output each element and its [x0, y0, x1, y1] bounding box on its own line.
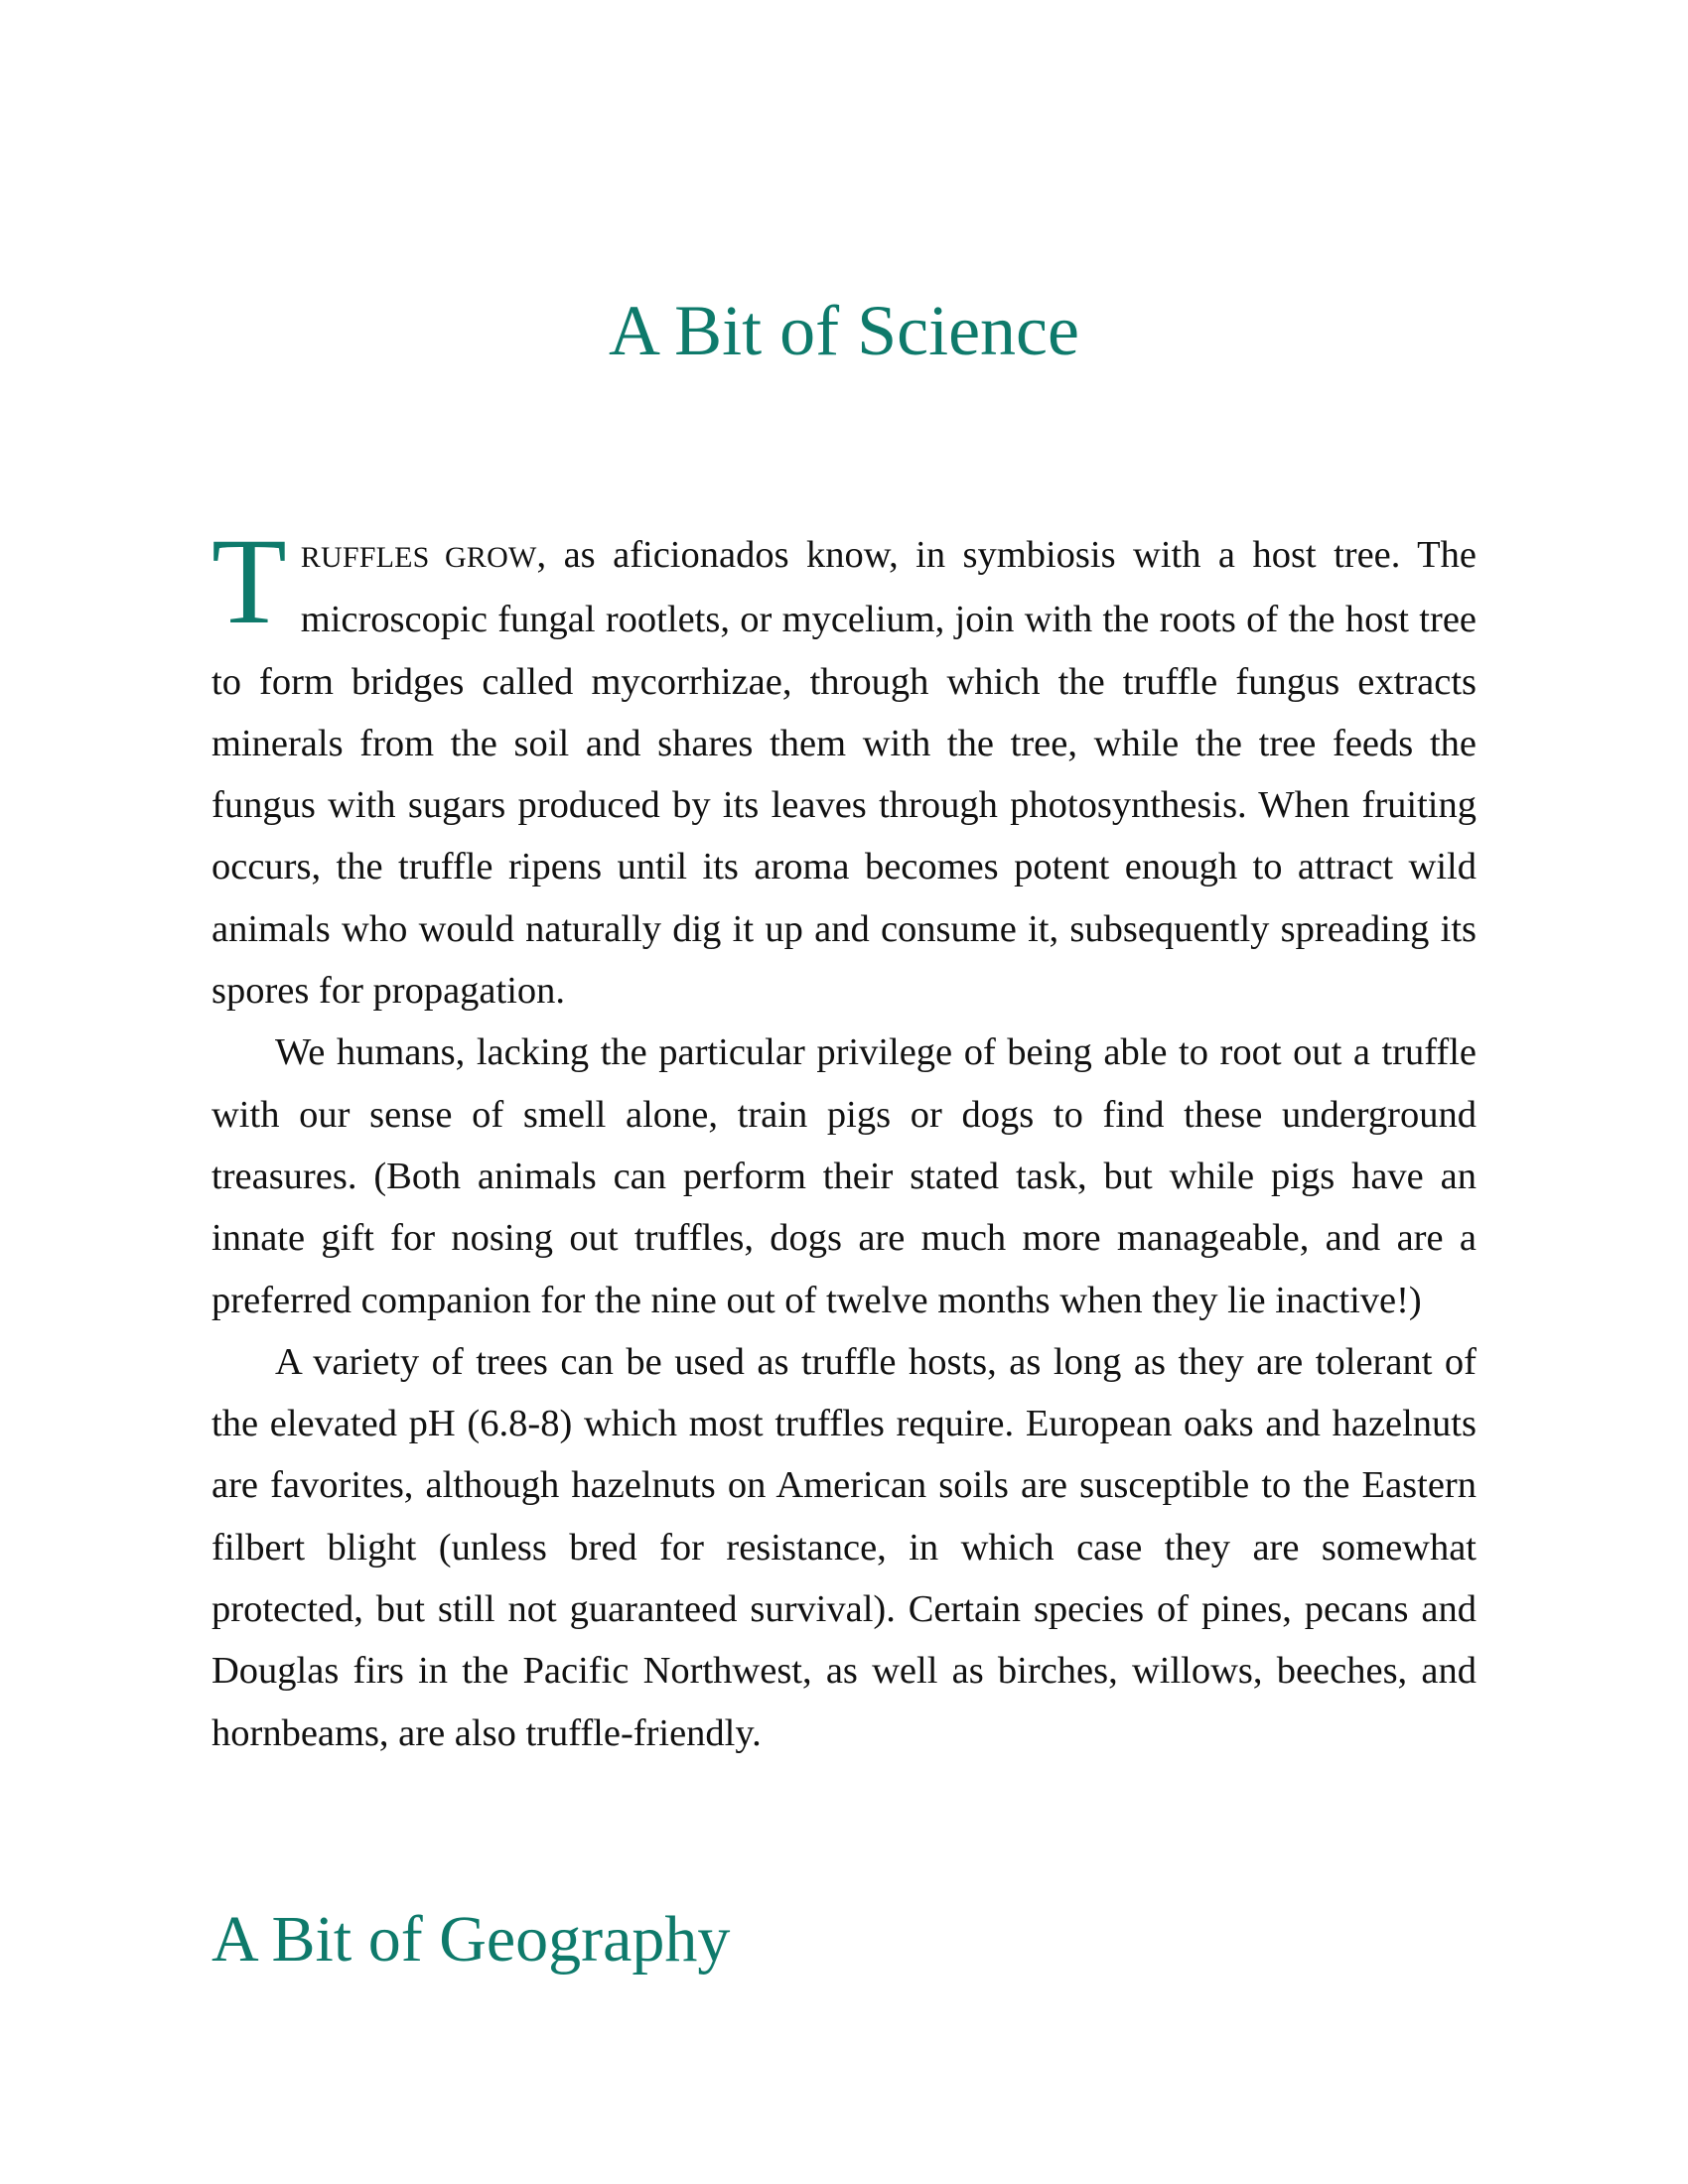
- paragraph-1: [211, 513, 1477, 1022]
- drop-cap: T: [211, 513, 287, 649]
- section-heading: A Bit of Geography: [211, 1903, 731, 1976]
- paragraph-3: A variety of trees can be used as truffle hosts, as long as they are tolerant of the elevated pH (6.8-8) which most truffles require. European oaks and hazelnuts are favorites, although hazelnuts on American soils are susceptible to the Eastern filbert blight (unless bred for resistance, in which case they are somewhat protected, but still not guaranteed survival). Certain species of pines, pecans and Douglas firs in the Pacific Northwest, as well as birches, willows, beeches, and hornbeams, are also truffle-friendly.: [211, 1340, 1477, 1754]
- body-text: [211, 513, 1477, 1764]
- paragraph-1-text: , as aficionados know, in symbiosis with a host tree. The microscopic fungal rootlets, or mycelium, join with the roots of the host tree to form bridges called mycorrhizae, through which the truffle fungus extracts minerals from the soil and shares them with the tree, while the tree feeds the fungus with sugars produced by its leaves through photosynthesis. When fruiting occurs, the truffle ripens until its aroma becomes potent enough to attract wild animals who would naturally dig it up and consume it, subsequently spreading its spores for propagation.: [211, 534, 1477, 1013]
- page-title: A Bit of Science: [609, 291, 1079, 370]
- paragraph-2: We humans, lacking the particular privilege of being able to root out a truffle with our sense of smell alone, train pigs or dogs to find these underground treasures. (Both animals can perform their stated task, but while pigs have an innate gift for nosing out truffles, dogs are much more manageable, and are a preferred companion for the nine out of twelve months when they lie inactive!): [211, 1031, 1477, 1321]
- lead-smallcaps: RUFFLES GROW: [300, 541, 537, 574]
